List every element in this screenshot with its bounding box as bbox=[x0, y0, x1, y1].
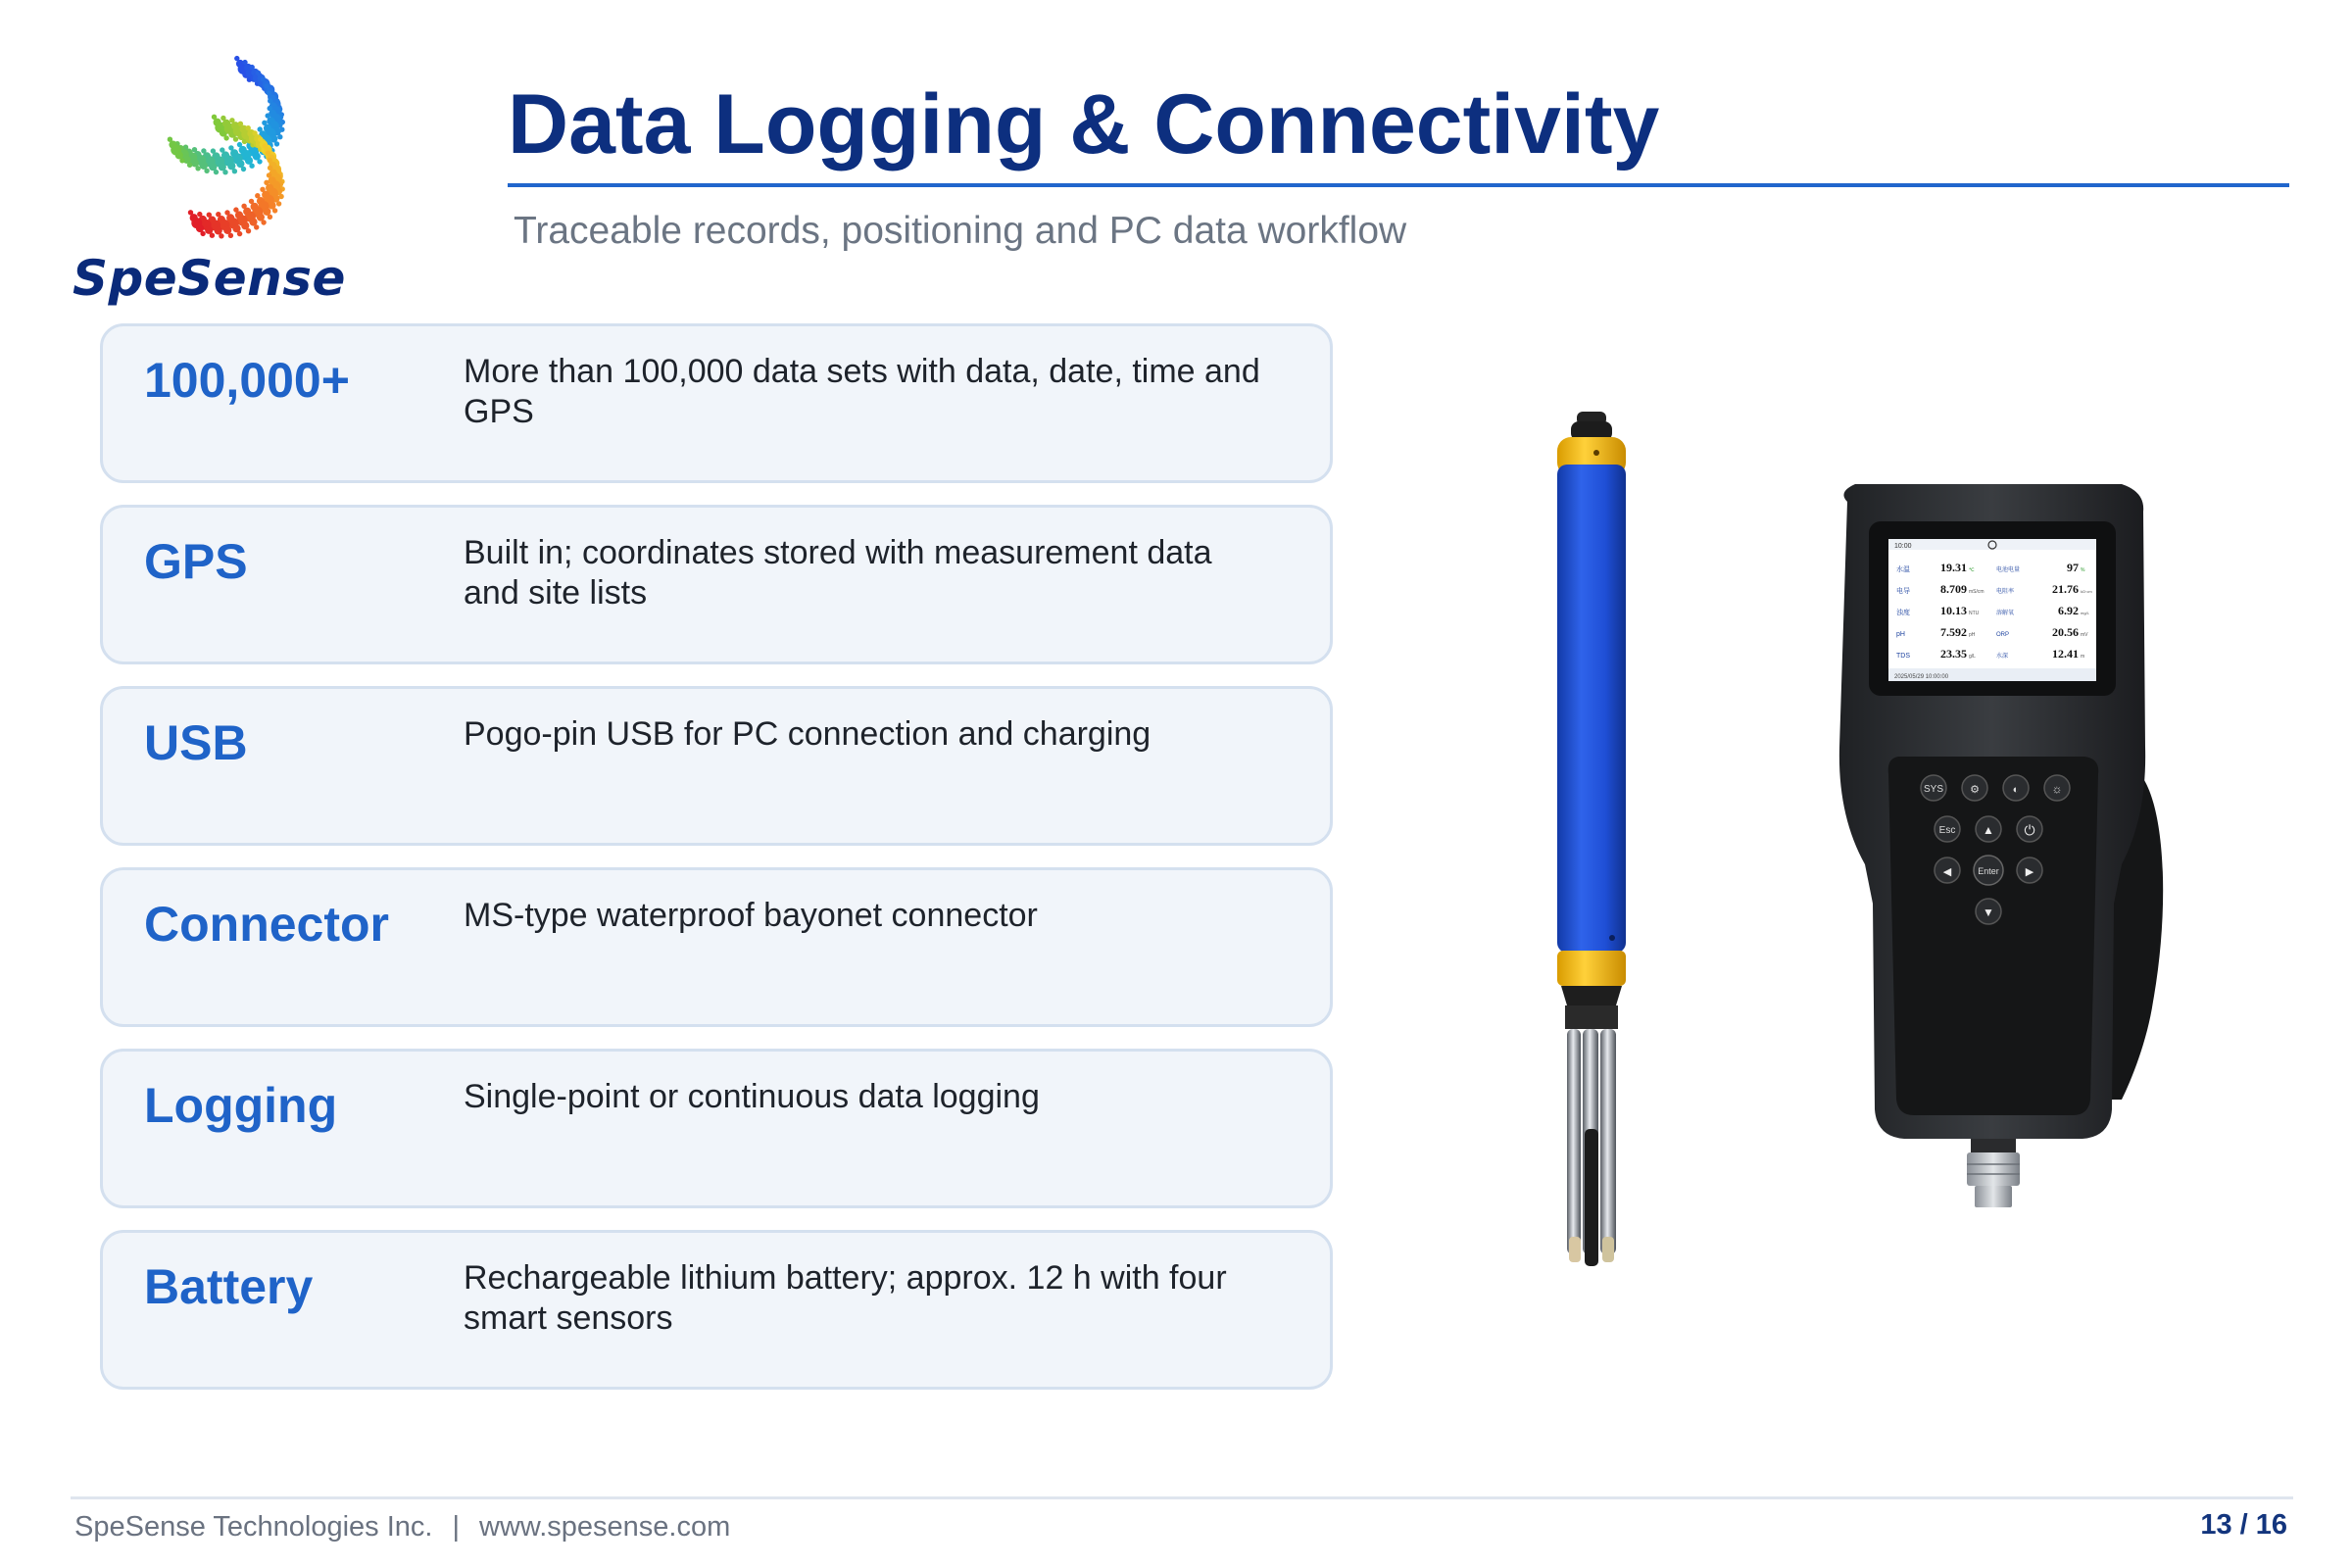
meter-reading-value: 8.709 bbox=[1940, 582, 1967, 596]
feature-card bbox=[100, 867, 1333, 1027]
power-icon: ⏻ bbox=[2024, 822, 2035, 838]
title-divider bbox=[508, 183, 2289, 187]
meter-reading-value: 23.35 bbox=[1940, 647, 1967, 661]
footer-separator: | bbox=[452, 1511, 460, 1543]
footer-company: SpeSense Technologies Inc. bbox=[74, 1511, 433, 1543]
logo-dot bbox=[204, 169, 209, 173]
backlight-key-icon: ☼ bbox=[2051, 782, 2063, 796]
company-logo bbox=[69, 39, 353, 314]
meter-reading-label: 浊度 bbox=[1896, 610, 1910, 616]
feature-key: Battery bbox=[144, 1259, 314, 1314]
meter-reading-label: 电导 bbox=[1896, 588, 1910, 595]
meter-screen-datetime: 2025/05/29 10:00:00 bbox=[1894, 674, 1949, 680]
left-arrow-icon: ◀ bbox=[1942, 866, 1952, 878]
up-arrow-icon: ▲ bbox=[1983, 823, 1994, 837]
down-arrow-icon: ▼ bbox=[1983, 906, 1994, 919]
meter-reading-unit: mV bbox=[2081, 632, 2088, 638]
logo-dot bbox=[219, 233, 223, 238]
meter-reading-label: 水温 bbox=[1896, 566, 1910, 573]
feature-description: Built in; coordinates stored with measurement data and site lists bbox=[464, 534, 1212, 612]
logo-dot bbox=[214, 170, 219, 174]
page-subtitle: Traceable records, positioning and PC data workflow bbox=[514, 210, 1407, 252]
logo-dot bbox=[222, 170, 227, 174]
logo-dot bbox=[200, 231, 205, 236]
footer-info bbox=[74, 1511, 730, 1544]
right-arrow-icon: ▶ bbox=[2025, 866, 2034, 878]
logo-dot bbox=[249, 164, 254, 169]
meter-screen-time: 10:00 bbox=[1894, 543, 1912, 550]
meter-reading-unit: ℃ bbox=[1969, 567, 1975, 573]
meter-reading-value: 21.76 bbox=[2052, 582, 2079, 596]
footer-website-link[interactable]: www.spesense.com bbox=[479, 1511, 731, 1543]
meter-reading-label: ORP bbox=[1996, 632, 2010, 638]
feature-key: GPS bbox=[144, 534, 248, 589]
logo-dot bbox=[228, 233, 233, 238]
logo-dot bbox=[232, 169, 237, 173]
feature-key: Connector bbox=[144, 897, 389, 952]
feature-key: USB bbox=[144, 715, 248, 770]
meter-reading-unit: % bbox=[2081, 567, 2085, 573]
logo-s-mark bbox=[69, 39, 353, 250]
logo-dot bbox=[257, 159, 262, 164]
logo-dot bbox=[246, 228, 251, 233]
meter-reading-value: 10.13 bbox=[1940, 604, 1967, 617]
meter-reading-unit: kΩ·cm bbox=[2081, 589, 2092, 594]
feature-description: Single-point or continuous data logging bbox=[464, 1078, 1040, 1115]
meter-reading-label: 电池电量 bbox=[1996, 567, 2021, 573]
meter-reading-value: 97 bbox=[2067, 561, 2079, 574]
record-key-icon: ◐ bbox=[2012, 784, 2020, 796]
meter-reading-label: 溶解氧 bbox=[1996, 611, 2015, 616]
feature-card bbox=[100, 1049, 1333, 1208]
meter-reading-value: 20.56 bbox=[2052, 625, 2079, 639]
meter-reading-unit: mg/L bbox=[2081, 611, 2089, 615]
page-title: Data Logging & Connectivity bbox=[508, 77, 1660, 172]
logo-dot bbox=[187, 163, 192, 168]
esc-key: Esc bbox=[1938, 825, 1956, 836]
meter-reading-value: 19.31 bbox=[1940, 561, 1967, 574]
feature-card bbox=[100, 505, 1333, 664]
page-number: 13 / 16 bbox=[2200, 1509, 2287, 1541]
meter-reading-unit: pH bbox=[1969, 632, 1976, 638]
meter-reading-label: 水深 bbox=[1996, 654, 2009, 660]
feature-key: Logging bbox=[144, 1078, 338, 1133]
feature-list bbox=[100, 323, 1333, 1411]
logo-dot bbox=[195, 166, 200, 171]
logo-dot bbox=[276, 201, 281, 206]
meter-reading-label: pH bbox=[1896, 631, 1905, 638]
feature-description: MS-type waterproof bayonet connector bbox=[464, 897, 1038, 934]
meter-reading-unit: NTU bbox=[1969, 611, 1980, 616]
footer-divider bbox=[71, 1496, 2293, 1499]
logo-dot bbox=[237, 231, 242, 236]
sys-key: SYS bbox=[1923, 784, 1944, 795]
meter-reading-value: 7.592 bbox=[1940, 625, 1967, 639]
logo-dot bbox=[241, 167, 246, 172]
meter-reading-unit: g/L bbox=[1969, 654, 1976, 660]
meter-reading-label: TDS bbox=[1896, 653, 1910, 660]
feature-description: More than 100,000 data sets with data, date, time and GPS bbox=[464, 353, 1260, 430]
feature-key: 100,000+ bbox=[144, 353, 350, 408]
meter-reading-value: 6.92 bbox=[2058, 604, 2079, 617]
feature-card bbox=[100, 323, 1333, 483]
logo-wordmark: SpeSense bbox=[73, 250, 346, 307]
logo-dot bbox=[223, 135, 228, 140]
logo-dot bbox=[272, 208, 277, 213]
logo-dot bbox=[233, 136, 238, 141]
meter-reading-value: 12.41 bbox=[2052, 647, 2079, 661]
logo-dot bbox=[210, 233, 215, 238]
logo-dot bbox=[268, 215, 272, 220]
logo-dot bbox=[179, 158, 184, 163]
logo-dot bbox=[254, 224, 259, 229]
product-illustration bbox=[1446, 355, 2298, 1364]
enter-key: Enter bbox=[1978, 866, 1999, 876]
meter-reading-unit: m bbox=[2081, 654, 2085, 660]
settings-key-icon: ⚙ bbox=[1970, 784, 1980, 796]
logo-dot bbox=[261, 220, 266, 224]
feature-card bbox=[100, 686, 1333, 846]
logo-dot bbox=[277, 134, 282, 139]
feature-description: Pogo-pin USB for PC connection and charging bbox=[464, 715, 1152, 753]
feature-description: Rechargeable lithium battery; approx. 12 h with four smart sensors bbox=[464, 1259, 1227, 1337]
meter-reading-unit: mS/cm bbox=[1969, 589, 1984, 595]
meter-reading-label: 电阻率 bbox=[1996, 589, 2015, 595]
product-image bbox=[1446, 355, 2298, 1364]
logo-dot bbox=[274, 141, 279, 146]
handheld-meter bbox=[1839, 484, 2163, 1207]
sonde-probe bbox=[1557, 412, 1626, 1266]
feature-card bbox=[100, 1230, 1333, 1390]
